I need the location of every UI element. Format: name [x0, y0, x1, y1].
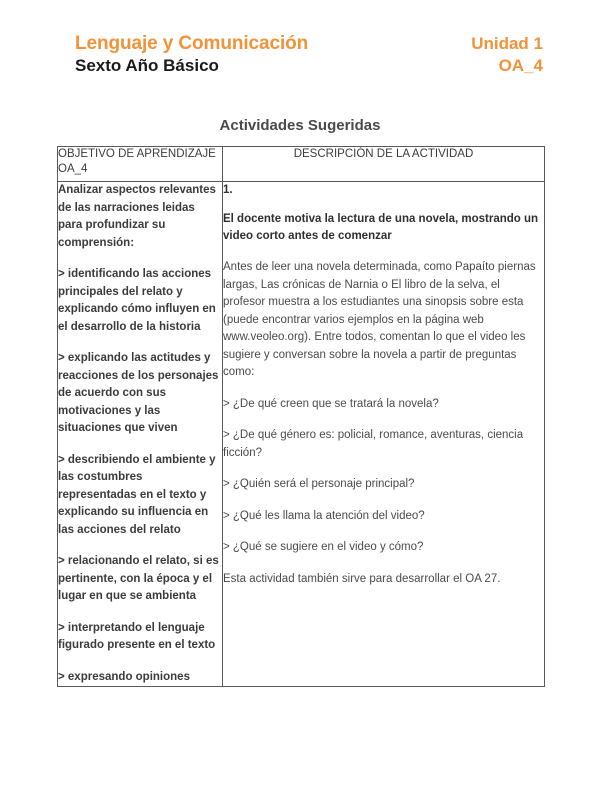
objective-item-2: > explicando las actitudes y reacciones de los personajes de acuerdo con sus motivaciones y las situaciones que viven: [58, 352, 219, 434]
activity-description-cell: [223, 182, 545, 687]
section-heading: Actividades Sugeridas: [219, 117, 381, 134]
oa-code-label: OA_4: [498, 56, 543, 75]
activity-question-5: > ¿Qué se sugiere en el video y cómo?: [223, 541, 424, 553]
table-body: [58, 182, 545, 687]
activities-table: [57, 146, 545, 687]
grade-level-title: Sexto Año Básico: [75, 56, 219, 75]
objective-item-4: > relacionando el relato, si es pertinente, con la época y el lugar en que se ambienta: [58, 555, 219, 602]
subject-title: Lenguaje y Comunicación: [75, 33, 309, 54]
activity-paragraph: Antes de leer una novela determinada, como Papaíto piernas largas, Las crónicas de Narnia o El libro de la selva, el profesor muestra a los estudiantes una sinopsis sobre esta (puede encontrar varios ejemplos en la página web www.veoleo.org). Entre todos, comentan lo que el video les sugiere y conversan sobre la novela a partir de preguntas como:: [223, 261, 536, 378]
activity-question-1: > ¿De qué creen que se tratará la novela?: [223, 397, 439, 410]
column-header-objective: OBJETIVO DE APRENDIZAJE OA_4: [58, 147, 223, 182]
objective-cell: [58, 182, 223, 687]
activity-closing-note: Esta actividad también sirve para desarrollar el OA 27.: [223, 572, 501, 585]
activity-subtitle: El docente motiva la lectura de una novela, mostrando un video corto antes de comenzar: [223, 213, 539, 242]
table-row: [58, 182, 545, 687]
objective-intro: Analizar aspectos relevantes de las narraciones leidas para profundizar su comprensión:: [58, 184, 216, 249]
objective-item-6: > expresando opiniones: [58, 670, 190, 683]
masthead-row-primary: [75, 32, 543, 55]
document-masthead: [0, 32, 600, 88]
activity-question-3: > ¿Quién será el personaje principal?: [223, 478, 415, 490]
activity-number: 1.: [223, 184, 233, 196]
table-header-row-group: [58, 147, 545, 182]
masthead-row-secondary: [75, 55, 543, 77]
column-header-description: DESCRIPCIÓN DE LA ACTIVIDAD: [223, 147, 545, 182]
activity-question-4: > ¿Qué les llama la atención del video?: [223, 509, 425, 522]
unit-label: Unidad 1: [471, 34, 543, 53]
objective-item-3: > describiendo el ambiente y las costumbres representadas en el texto y explicando su influencia en las acciones del relato: [58, 453, 216, 536]
table-header-row: [58, 147, 545, 182]
objective-item-1: > identificando las acciones principales del relato y explicando cómo influyen en el desarrollo de la historia: [58, 268, 216, 333]
activity-question-2: > ¿De qué género es: policial, romance, aventuras, ciencia ficción?: [223, 429, 524, 459]
objective-item-5: > interpretando el lenguaje figurado presente en el texto: [58, 621, 216, 651]
